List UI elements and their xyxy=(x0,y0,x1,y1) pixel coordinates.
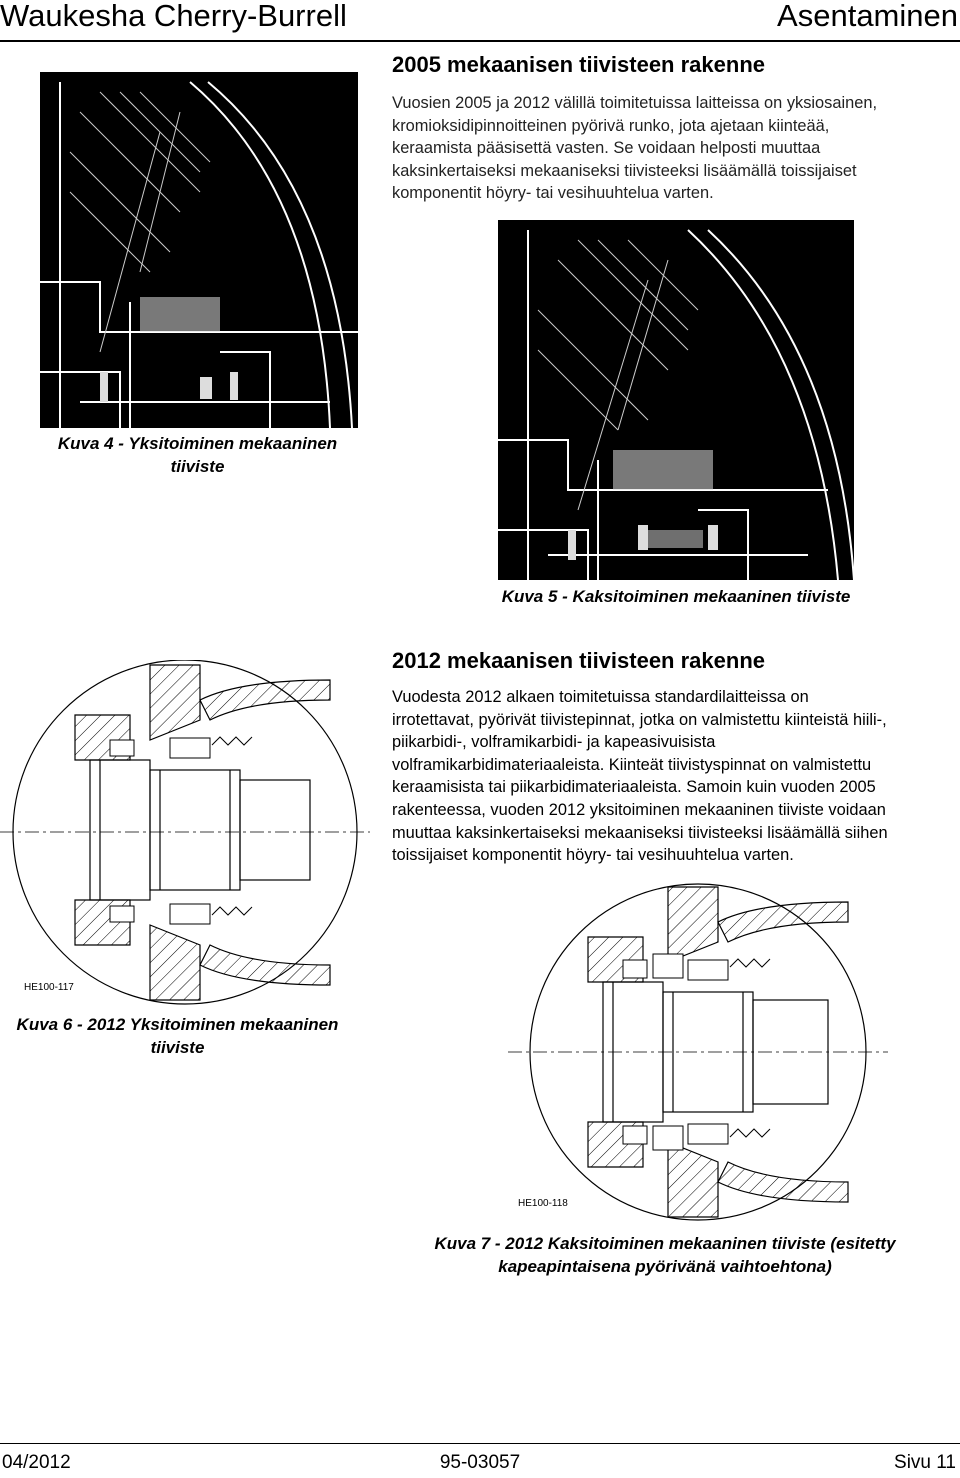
figure5-caption: Kuva 5 - Kaksitoiminen mekaaninen tiiviste xyxy=(501,587,851,606)
paragraph-line: kaksinkertaiseksi mekaaniseksi tiivisteeksi lisäämällä toissijaiset xyxy=(392,161,857,180)
paragraph-line: toissijaiset komponentit höyry- tai vesihuuhtelua varten. xyxy=(392,846,794,865)
header-section: Asentaminen xyxy=(777,0,958,33)
paragraph-line: Vuodesta 2012 alkaen toimitetuissa standardilaitteissa on xyxy=(392,688,809,706)
paragraph-line: keraamista pääsisettä vasten. Se voidaan helposti muuttaa xyxy=(392,139,821,158)
paragraph-line: muuttaa kaksinkertaiseksi mekaaniseksi tiivisteeksi lisäämällä siihen xyxy=(392,823,888,842)
paragraph-line: keraamisista tai piikarbidimateriaaleista. Samoin kuin vuoden 2005 xyxy=(392,778,876,797)
figure7-caption xyxy=(400,1232,930,1278)
paragraph-line: Vuosien 2005 ja 2012 välillä toimitetuissa laitteissa on yksiosainen, xyxy=(392,94,878,112)
seal-photo-single xyxy=(40,72,358,428)
caption-line: Kuva 6 - 2012 Yksitoiminen mekaaninen xyxy=(16,1015,339,1034)
figure4-image xyxy=(40,72,358,428)
figure7-drawing xyxy=(508,882,888,1222)
footer-page-number: Sivu 11 xyxy=(894,1452,956,1473)
caption-line: Kuva 4 - Yksitoiminen mekaaninen xyxy=(57,434,338,453)
footer-doc-number: 95-03057 xyxy=(439,1452,521,1473)
footer-date: 04/2012 xyxy=(2,1452,71,1473)
header-brand: Waukesha Cherry-Burrell xyxy=(0,0,347,33)
figure6-drawing xyxy=(0,660,370,1005)
caption-line: Kuva 7 - 2012 Kaksitoiminen mekaaninen tiiviste (esitetty xyxy=(434,1234,896,1253)
paragraph-line: volframikarbidimateriaaleista. Kiinteät tiivistyspinnat on valmistettu xyxy=(392,755,872,774)
seal-drawing-double xyxy=(508,882,888,1222)
paragraph-2012 xyxy=(392,686,958,867)
figure7-drawing-id: HE100-118 xyxy=(518,1198,568,1209)
paragraph-line: rakenteessa, vuoden 2012 yksitoiminen mekaaninen tiiviste voidaan xyxy=(392,800,886,819)
figure6-caption xyxy=(0,1013,355,1059)
caption-line: tiiviste xyxy=(170,457,225,476)
heading-2005: 2005 mekaanisen tiivisteen rakenne xyxy=(392,52,765,77)
seal-photo-double xyxy=(498,220,854,580)
figure6-drawing-id: HE100-117 xyxy=(24,982,74,993)
paragraph-line: irrotettavat, pyörivät tiivistepinnat, jotka on valmistettu kiinteistä hiili-, xyxy=(392,710,887,729)
figure4-caption xyxy=(20,432,375,478)
paragraph-2005 xyxy=(392,92,952,205)
heading-2012: 2012 mekaanisen tiivisteen rakenne xyxy=(392,648,765,673)
paragraph-line: kromioksidipinnoitteinen pyörivä runko, jota ajetaan kiinteää, xyxy=(392,116,830,135)
header-rule xyxy=(0,40,960,42)
seal-drawing-single xyxy=(0,660,370,1005)
caption-line: tiiviste xyxy=(150,1038,205,1057)
caption-line: kapeapintaisena pyörivänä vaihtoehtona) xyxy=(498,1257,832,1276)
figure5-image xyxy=(498,220,854,580)
paragraph-line: komponentit höyry- tai vesihuuhtelua varten. xyxy=(392,184,714,203)
paragraph-line: piikarbidi-, volframikarbidi- ja kapeasivuisista xyxy=(392,733,716,752)
footer-rule xyxy=(0,1443,960,1444)
